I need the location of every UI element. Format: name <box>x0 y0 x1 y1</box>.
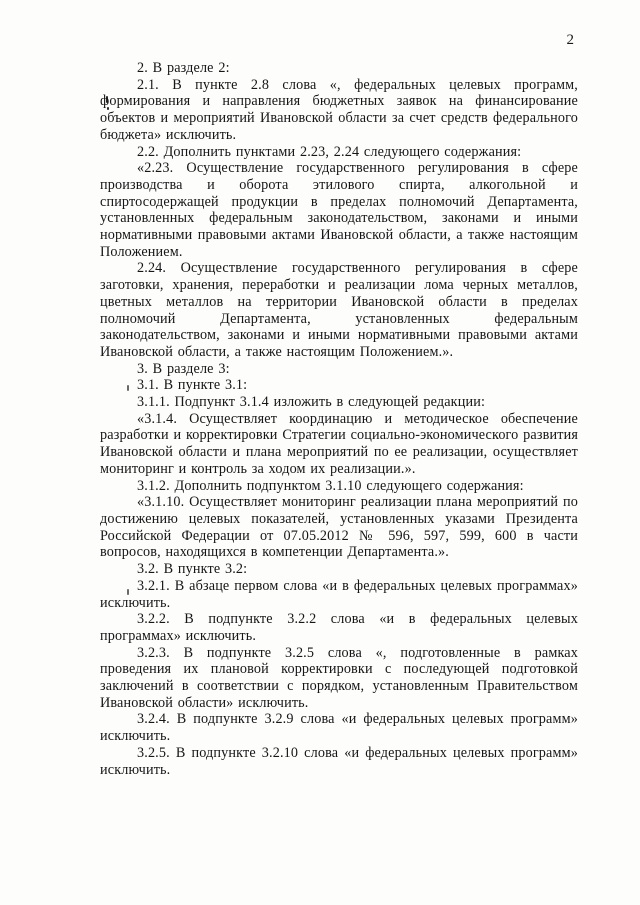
paragraph-3-1: 3.1. В пункте 3.1: <box>137 377 248 394</box>
paragraph-3-1-4-quote: «3.1.4. Осуществляет координацию и методическое обеспечение разработки и корректировки Стратегии социально-экономического развития Ивановской области и плана мероприятий по ее реализации, осуществляет мониторинг и контроль за ходом их реализации.». <box>100 410 578 477</box>
paragraph-3-2-3: 3.2.3. В подпункте 3.2.5 слова «, подготовленные в рамках проведения их плановой корректировки с последующей подготовкой заключений в соответствии с порядком, установленным Правительством Ивановской области» исключить. <box>100 644 578 711</box>
paragraph-section-2: 2. В разделе 2: <box>137 60 230 76</box>
paragraph-2-2: 2.2. Дополнить пунктами 2.23, 2.24 следующего содержания: <box>137 143 522 160</box>
paragraph-3-2-4: 3.2.4. В подпункте 3.2.9 слова «и федеральных целевых программ» исключить. <box>100 711 578 745</box>
page-number: 2 <box>566 32 574 48</box>
document-body <box>100 60 578 778</box>
paragraph-2-23: «2.23. Осуществление государственного регулирования в сфере производства и оборота этилового спирта, алкогольной и спиртосодержащей продукции в пределах полномочий Департамента, установленных федеральным законодательством, законами и иными нормативными правовыми актами Ивановской области, а также настоящим Положением. <box>100 160 578 260</box>
paragraph-3-1-10-quote: «3.1.10. Осуществляет мониторинг реализации плана мероприятий по достижению целевых показателей, установленных указами Президента Российской Федерации от 07.05.2012 № 596, 597, 599, 600 в части вопросов, находящихся в компетенции Департамента.». <box>100 494 578 561</box>
paragraph-3-1-1: 3.1.1. Подпункт 3.1.4 изложить в следующей редакции: <box>137 394 486 411</box>
paragraph-2-24: 2.24. Осуществление государственного регулирования в сфере заготовки, хранения, переработки и реализации лома черных металлов, цветных металлов на территории Ивановской области в пределах полномочий Департамента, установленных федеральным законодательством, законами и иными нормативными правовыми актами Ивановской области, а также настоящим Положением.». <box>100 260 578 360</box>
paragraph-3-1-2: 3.1.2. Дополнить подпунктом 3.1.10 следующего содержания: <box>137 477 524 494</box>
paragraph-3-2-1: 3.2.1. В абзаце первом слова «и в федеральных целевых программах» исключить. <box>100 577 578 611</box>
paragraph-3-2: 3.2. В пункте 3.2: <box>137 561 248 578</box>
paragraph-3-2-2: 3.2.2. В подпункте 3.2.2 слова «и в федеральных целевых программах» исключить. <box>100 611 578 644</box>
paragraph-section-3: 3. В разделе 3: <box>137 360 230 377</box>
paragraph-3-2-5: 3.2.5. В подпункте 3.2.10 слова «и федеральных целевых программ» исключить. <box>100 744 578 778</box>
paragraph-2-1: 2.1. В пункте 2.8 слова «, федеральных целевых программ, формирования и направления бюджетных заявок на финансирование объектов и мероприятий Ивановской области за счет средств федерального бюджета» исключить. <box>100 76 578 143</box>
